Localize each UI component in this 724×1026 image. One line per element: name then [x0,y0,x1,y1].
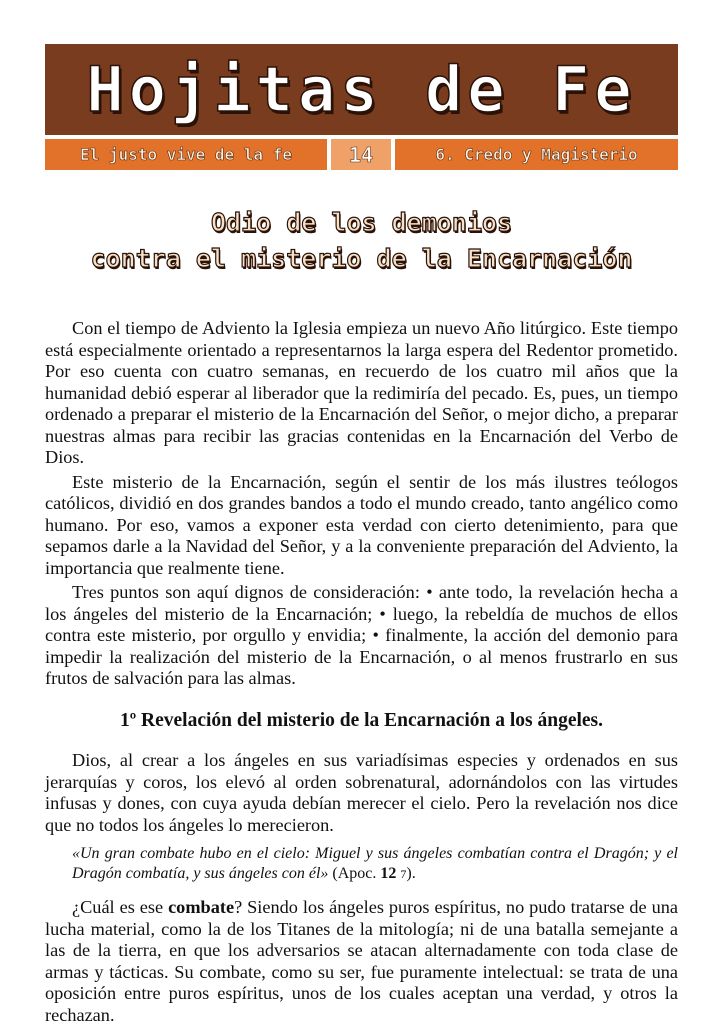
scripture-quote [72,844,678,884]
masthead-bar [45,135,678,170]
masthead-motto: El justo vive de la fe [45,139,327,170]
paragraph: Dios, al crear a los ángeles en sus variadísimas especies y ordenados en sus jerarquías y coros, los elevó al orden sobrenatural, adornándolos con las virtudes infusas y dones, con cuya ayuda debían merecer el cielo. Pero la revelación nos dice que no todos los ángeles lo merecieron. [45,750,678,835]
issue-number: 14 [331,139,391,170]
masthead-banner [45,44,678,135]
paragraph: Este misterio de la Encarnación, según el sentir de los más ilustres teólogos católicos, dividió en dos grandes bandos a todo el mundo creado, tanto angélico como humano. Por eso, vamos a exponer esta verdad con cierto detenimiento, para que sepamos darle a la Navidad del Señor, y a la conveniente preparación del Adviento, la importancia que realmente tiene. [45,471,678,578]
article-title [45,205,678,277]
section-heading: 1º Revelación del misterio de la Encarnación a los ángeles. [119,709,604,731]
quote-reference-book: (Apoc. [332,865,377,882]
paragraph: Tres puntos son aquí dignos de consideración: • ante todo, la revelación hecha a los ángeles del misterio de la Encarnación; • luego, la rebeldía de muchos de ellos contra este misterio, por orgullo y envidia; • finalmente, la acción del demonio para impedir la realización del misterio de la Encarnación, o al menos frustrarlo en sus frutos de salvación para las almas. [45,582,678,688]
series-title: 6. Credo y Magisterio [395,139,678,170]
article-body [45,318,678,1026]
quote-text: «Un gran combate hubo en el cielo: Miguel y sus ángeles combatían contra el Dragón; y el Dragón combatía, y sus ángeles con él» [72,845,678,882]
paragraph-start: ¿Cuál es ese [72,897,169,917]
quote-reference-close: ). [406,865,416,882]
masthead [45,44,678,170]
paragraph-rest: ? Siendo los ángeles puros espíritus, no pudo tratarse de una lucha material, como la de los Titanes de la mitología; ni de una batalla semejante a las de la tierra, en que los adversarios se atacan alternadamente con toda clase de armas y tácticas. Su combate, como su ser, fue puramente intelectual: se trata de una oposición entre puros espíritus, unos de los cuales aceptan una verdad, y otros la rechazan. [45,897,678,1025]
quote-reference-chapter: 12 [380,865,397,882]
paragraph [45,897,678,1026]
article-title-line1: Odio de los demonios [210,208,513,237]
quote-reference-verse: 7 [400,867,407,881]
masthead-title: Hojitas de Fe [86,52,637,126]
article-title-line2: contra el misterio de la Encarnación [90,244,633,273]
paragraph: Con el tiempo de Adviento la Iglesia empieza un nuevo Año litúrgico. Este tiempo está especialmente orientado a representarnos la larga espera del Redentor prometido. Por eso cuenta con cuatro semanas, en recuerdo de los cuatro mil años que la humanidad debió esperar al liberador que la redimiría del pecado. Es, pues, un tiempo ordenado a preparar el misterio de la Encarnación del Señor, o mejor dicho, a preparar nuestras almas para recibir las gracias contenidas en la Encarnación del Verbo de Dios. [45,318,678,467]
emphasis-combate: combate [168,897,235,917]
